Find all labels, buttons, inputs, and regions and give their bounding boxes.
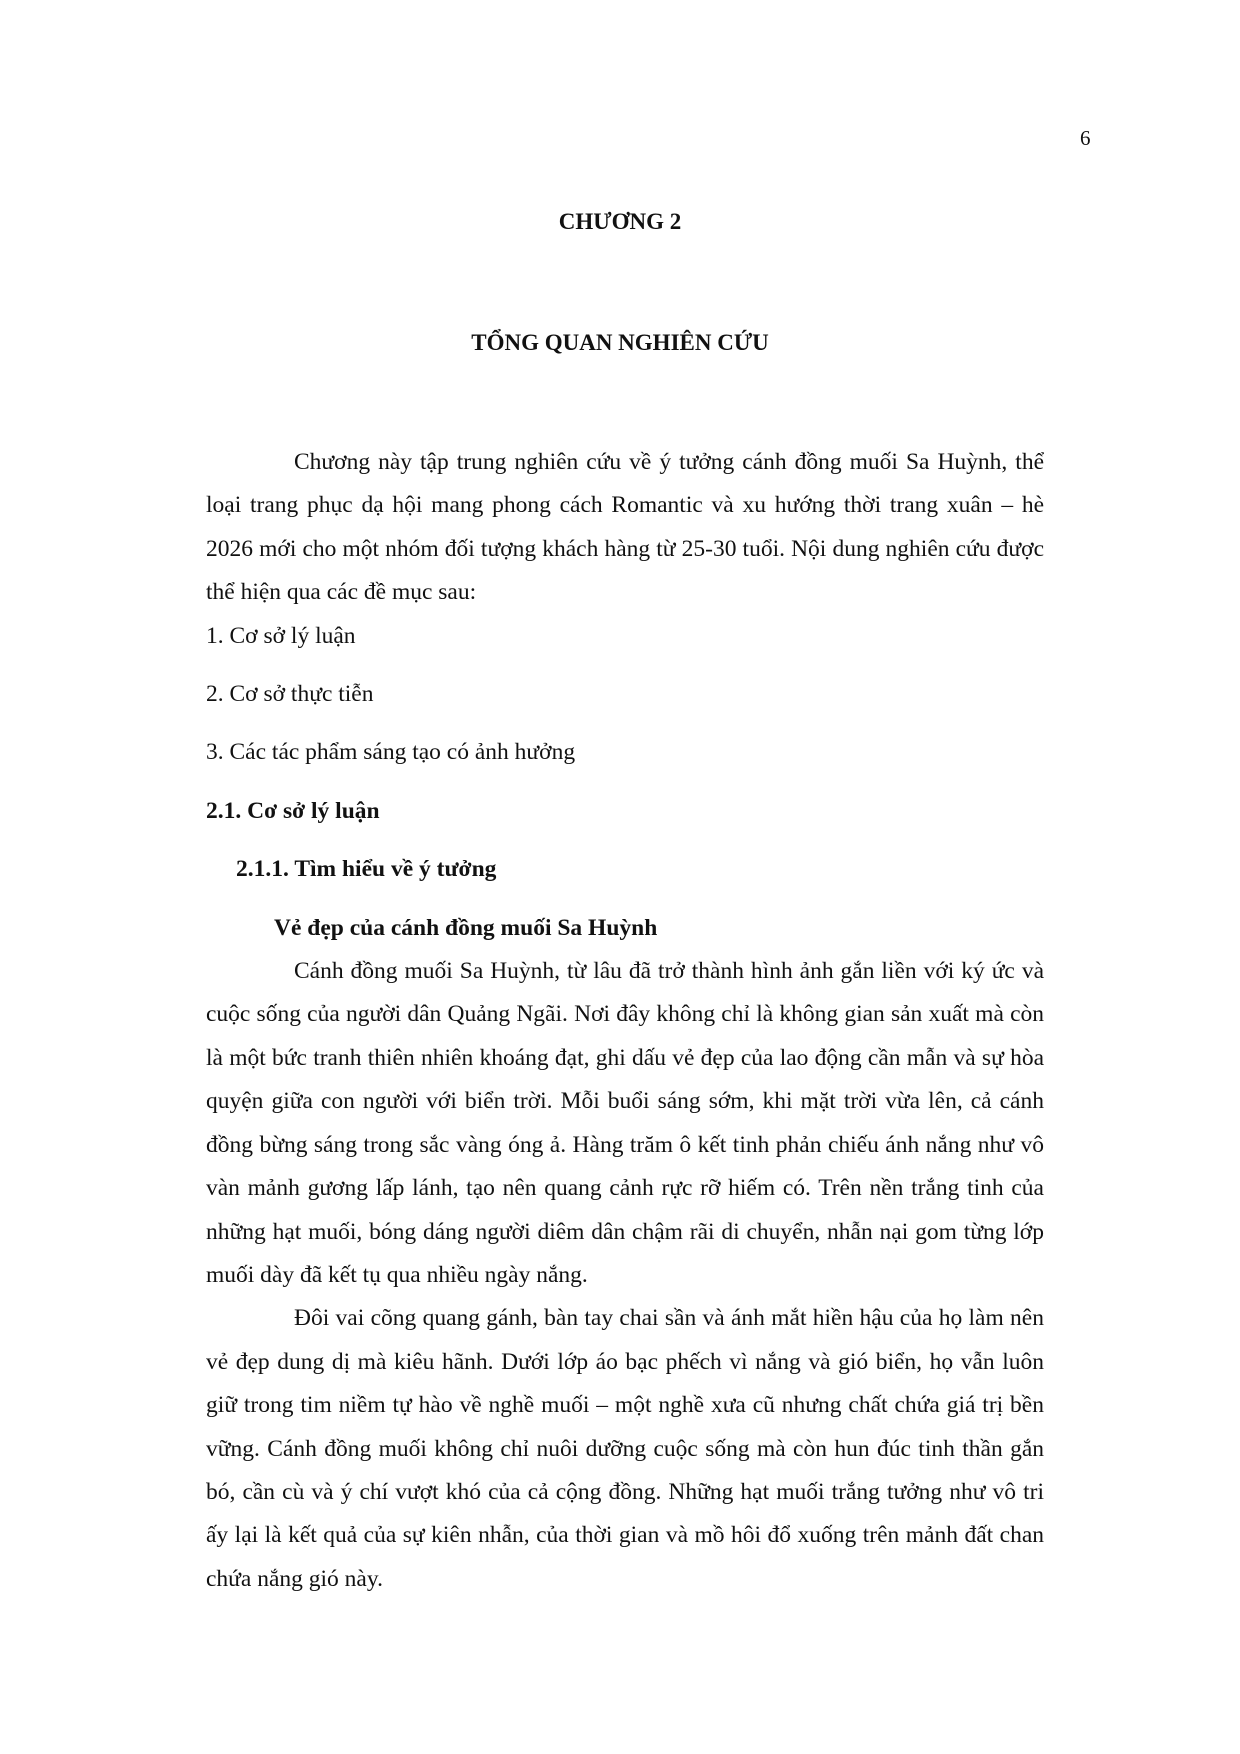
body-paragraph-1: Cánh đồng muối Sa Huỳnh, từ lâu đã trở thành hình ảnh gắn liền với ký ức và cuộc sống của người dân Quảng Ngãi. Nơi đây không chỉ là không gian sản xuất mà còn là một bức tranh thiên nhiên khoáng đạt, ghi dấu vẻ đẹp của lao động cần mẫn và sự hòa quyện giữa con người với biển trời. Mỗi buổi sáng sớm, khi mặt trời vừa lên, cả cánh đồng bừng sáng trong sắc vàng óng ả. Hàng trăm ô kết tinh phản chiếu ánh nắng như vô vàn mảnh gương lấp lánh, tạo nên quang cảnh rực rỡ hiếm có. Trên nền trắng tinh của những hạt muối, bóng dáng người diêm dân chậm rãi di chuyển, nhẫn nại gom từng lớp muối dày đã kết tụ qua nhiều ngày nắng.	[206, 958, 1044, 1288]
outline-item-2: 2. Cơ sở thực tiễn	[206, 681, 374, 708]
body-paragraph-2: Đôi vai cõng quang gánh, bàn tay chai sần và ánh mắt hiền hậu của họ làm nên vẻ đẹp dung dị mà kiêu hãnh. Dưới lớp áo bạc phếch vì nắng và gió biển, họ vẫn luôn giữ trong tim niềm tự hào về nghề muối – một nghề xưa cũ nhưng chất chứa giá trị bền vững. Cánh đồng muối không chỉ nuôi dưỡng cuộc sống mà còn hun đúc tinh thần gắn bó, cần cù và ý chí vượt khó của cả cộng đồng. Những hạt muối trắng tưởng như vô tri ấy lại là kết quả của sự kiên nhẫn, của thời gian và mồ hôi đổ xuống trên mảnh đất chan chứa nắng gió này.	[206, 1305, 1044, 1592]
chapter-label: CHƯƠNG 2	[558, 209, 682, 234]
page-number: 6	[1080, 126, 1091, 150]
intro-paragraph: Chương này tập trung nghiên cứu về ý tưởng cánh đồng muối Sa Huỳnh, thể loại trang phục dạ hội mang phong cách Romantic và xu hướng thời trang xuân – hè 2026 mới cho một nhóm đối tượng khách hàng từ 25-30 tuổi. Nội dung nghiên cứu được thể hiện qua các đề mục sau:	[206, 449, 1044, 606]
subsection-title: Vẻ đẹp của cánh đồng muối Sa Huỳnh	[274, 914, 658, 941]
outline-item-1: 1. Cơ sở lý luận	[206, 622, 356, 649]
body-content	[206, 441, 1044, 1601]
chapter-title: TỔNG QUAN NGHIÊN CỨU	[471, 330, 769, 355]
outline-item-3: 3. Các tác phẩm sáng tạo có ảnh hưởng	[206, 739, 576, 766]
section-heading-2-1: 2.1. Cơ sở lý luận	[206, 797, 380, 824]
section-heading-2-1-1: 2.1.1. Tìm hiểu về ý tưởng	[236, 856, 497, 883]
